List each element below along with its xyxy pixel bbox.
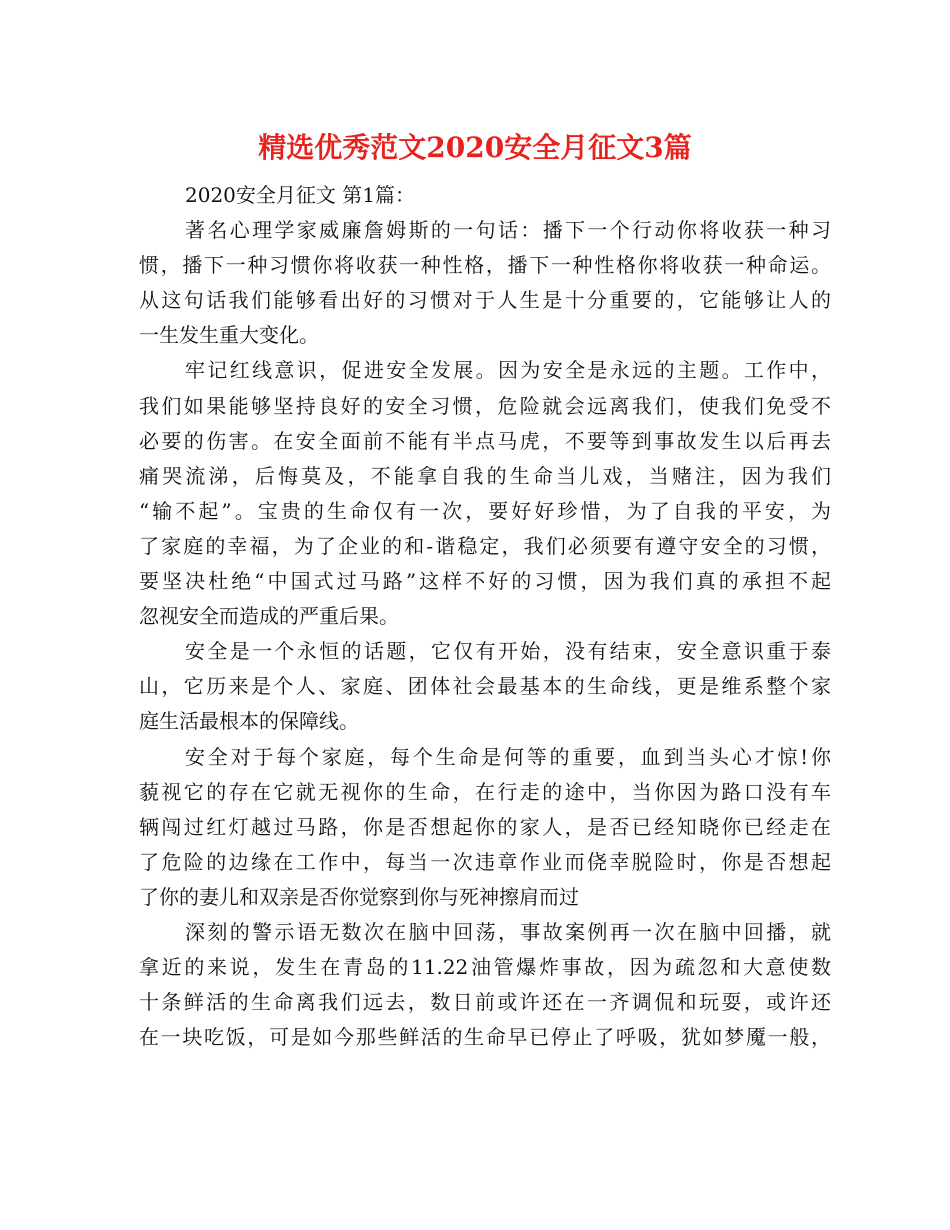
body-text-line: 痛哭流涕，后悔莫及，不能拿自我的生命当儿戏，当赌注，因为我们 xyxy=(139,463,831,488)
body-text-line: 我们如果能够坚持良好的安全习惯，危险就会远离我们，使我们免受不 xyxy=(139,393,831,418)
body-text-line: 在一块吃饭，可是如今那些鲜活的生命早已停止了呼吸，犹如梦魇一般， xyxy=(139,1025,831,1050)
document-title: 精选优秀范文2020安全月征文3篇 xyxy=(258,131,692,164)
body-text-line: 十条鲜活的生命离我们远去，数日前或许还在一齐调侃和玩耍，或许还 xyxy=(139,990,831,1015)
body-text-line: 安全是一个永恒的话题，它仅有开始，没有结束，安全意识重于泰 xyxy=(185,639,831,664)
body-text-line: 2020安全月征文 第1篇： xyxy=(185,183,415,207)
body-text-line: 惯，播下一种习惯你将收获一种性格，播下一种性格你将收获一种命运。 xyxy=(139,253,831,278)
body-text-line: 庭生活最根本的保障线。 xyxy=(139,709,359,734)
body-text-line: 了家庭的幸福，为了企业的和-谐稳定，我们必须要有遵守安全的习惯， xyxy=(139,533,831,558)
body-text-line: 一生发生重大变化。 xyxy=(139,323,319,348)
body-text-line: 了你的妻儿和双亲是否你觉察到你与死神擦肩而过 xyxy=(139,884,579,909)
document-body xyxy=(139,178,831,1055)
body-text-line: “输不起”。宝贵的生命仅有一次，要好好珍惜，为了自我的平安，为 xyxy=(139,498,831,523)
body-text-line: 必要的伤害。在安全面前不能有半点马虎，不要等到事故发生以后再去 xyxy=(139,428,831,453)
body-text-line: 拿近的来说，发生在青岛的11.22油管爆炸事故，因为疏忽和大意使数 xyxy=(139,955,831,980)
body-text-line: 忽视安全而造成的严重后果。 xyxy=(139,604,399,629)
body-text-line: 从这句话我们能够看出好的习惯对于人生是十分重要的，它能够让人的 xyxy=(139,288,831,313)
body-text-line: 深刻的警示语无数次在脑中回荡，事故案例再一次在脑中回播，就 xyxy=(185,919,831,944)
body-text-line: 著名心理学家威廉詹姆斯的一句话：播下一个行动你将收获一种习 xyxy=(185,218,831,243)
body-text-line: 牢记红线意识，促进安全发展。因为安全是永远的主题。工作中， xyxy=(185,358,831,383)
body-text-line: 山，它历来是个人、家庭、团体社会最基本的生命线，更是维系整个家 xyxy=(139,674,831,699)
body-text-line: 安全对于每个家庭，每个生命是何等的重要，血到当头心才惊!你 xyxy=(185,744,831,769)
body-text-line: 要坚决杜绝“中国式过马路”这样不好的习惯，因为我们真的承担不起 xyxy=(139,569,831,594)
body-text-line: 了危险的边缘在工作中，每当一次违章作业而侥幸脱险时，你是否想起 xyxy=(139,849,831,874)
body-text-line: 藐视它的存在它就无视你的生命，在行走的途中，当你因为路口没有车 xyxy=(139,779,831,804)
body-text-line: 辆闯过红灯越过马路，你是否想起你的家人，是否已经知晓你已经走在 xyxy=(139,814,831,839)
